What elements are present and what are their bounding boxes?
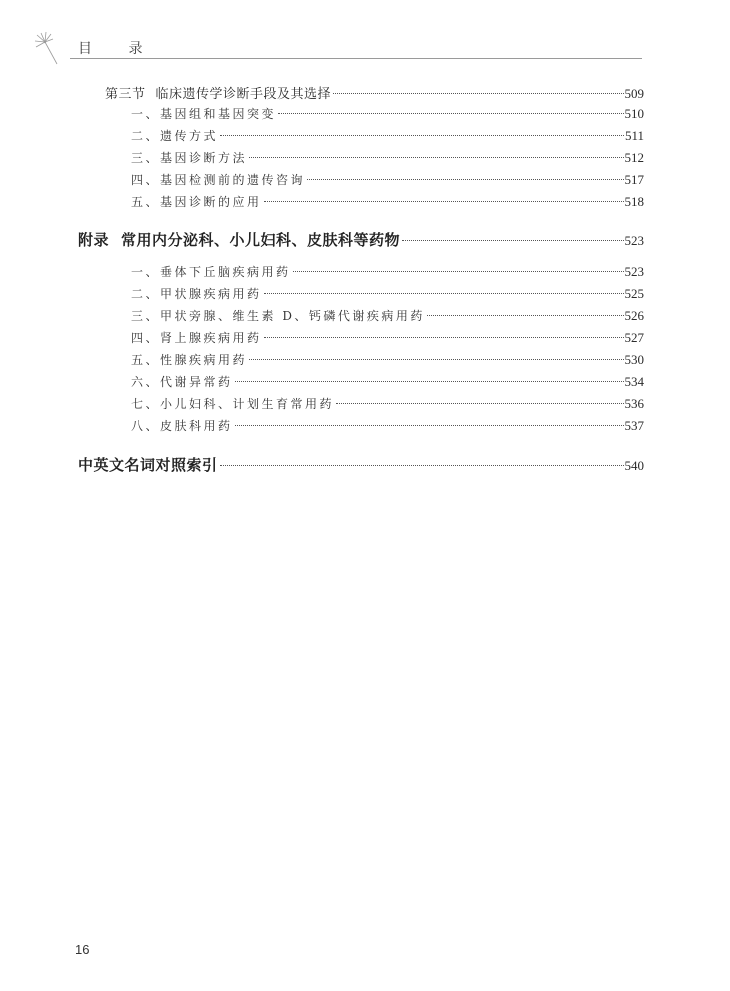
leader-dots xyxy=(220,465,624,466)
page-ref: 540 xyxy=(624,458,644,473)
leader-dots xyxy=(333,93,623,94)
page-number: 16 xyxy=(75,942,90,957)
toc-item[interactable] xyxy=(131,307,644,324)
leader-dots xyxy=(293,271,624,272)
appendix-label: 附录 xyxy=(78,231,110,249)
leader-dots xyxy=(264,293,624,294)
leader-dots xyxy=(235,425,624,426)
toc-item[interactable] xyxy=(131,351,644,368)
toc-item[interactable] xyxy=(131,395,644,412)
toc-item[interactable] xyxy=(131,193,644,210)
index-title: 中英文名词对照索引 xyxy=(78,456,218,474)
toc-item[interactable] xyxy=(131,285,644,302)
page-ref: 536 xyxy=(624,396,644,411)
page-ref: 517 xyxy=(624,172,644,187)
section-label: 第三节 xyxy=(105,87,146,102)
page-ref: 523 xyxy=(624,264,644,279)
toc-index-entry[interactable] xyxy=(78,454,644,475)
toc-item[interactable] xyxy=(131,417,644,434)
leader-dots xyxy=(278,113,623,114)
page-ref: 534 xyxy=(624,374,644,389)
header-title: 目 录 xyxy=(78,41,159,57)
leader-dots xyxy=(235,381,624,382)
page-ref: 523 xyxy=(624,233,644,248)
toc-item[interactable] xyxy=(131,329,644,346)
header-rule xyxy=(70,58,642,59)
toc-item[interactable] xyxy=(131,373,644,390)
toc-item-text: 一、垂体下丘脑疾病用药 xyxy=(131,265,291,279)
leader-dots xyxy=(264,201,624,202)
leader-dots xyxy=(249,157,623,158)
toc-item[interactable] xyxy=(131,171,644,188)
toc-item[interactable] xyxy=(131,263,644,280)
toc-item-text: 四、基因检测前的遗传咨询 xyxy=(131,173,306,187)
toc-item[interactable] xyxy=(131,127,644,144)
toc-item-text: 七、小儿妇科、计划生育常用药 xyxy=(131,397,335,411)
toc-item-text: 五、基因诊断的应用 xyxy=(131,195,262,209)
leader-dots xyxy=(427,315,624,316)
toc-item-text: 二、甲状腺疾病用药 xyxy=(131,287,262,301)
toc-item-text: 三、基因诊断方法 xyxy=(131,151,248,165)
page-ref: 518 xyxy=(624,194,644,209)
toc-item-text: 二、遗传方式 xyxy=(131,129,219,143)
page-ref: 526 xyxy=(624,308,644,323)
toc-item-text: 五、性腺疾病用药 xyxy=(131,353,248,367)
toc-item-text: 一、基因组和基因突变 xyxy=(131,107,277,121)
page-ref: 510 xyxy=(624,106,644,121)
toc-section-entry[interactable] xyxy=(105,83,644,102)
page-ref: 527 xyxy=(624,330,644,345)
toc-item[interactable] xyxy=(131,149,644,166)
page-ref: 525 xyxy=(624,286,644,301)
leader-dots xyxy=(249,359,623,360)
toc-item-text: 四、肾上腺疾病用药 xyxy=(131,331,262,345)
section-title: 临床遗传学诊断手段及其选择 xyxy=(155,87,332,102)
page-ref: 511 xyxy=(624,128,644,143)
appendix-title: 常用内分泌科、小儿妇科、皮肤科等药物 xyxy=(121,231,401,249)
toc-item-text: 三、甲状旁腺、维生素 D、钙磷代谢疾病用药 xyxy=(131,309,425,323)
toc-appendix-entry[interactable] xyxy=(78,229,644,250)
page-ref: 537 xyxy=(624,418,644,433)
leader-dots xyxy=(336,403,623,404)
page-ref: 512 xyxy=(624,150,644,165)
toc-item-text: 八、皮肤科用药 xyxy=(131,419,233,433)
leader-dots xyxy=(307,179,623,180)
page-ref: 509 xyxy=(624,86,644,101)
toc-item-text: 六、代谢异常药 xyxy=(131,375,233,389)
dandelion-icon xyxy=(33,32,63,66)
page-ref: 530 xyxy=(624,352,644,367)
toc-item[interactable] xyxy=(131,105,644,122)
leader-dots xyxy=(264,337,624,338)
leader-dots xyxy=(402,240,623,241)
page-header xyxy=(0,0,730,62)
leader-dots xyxy=(220,135,624,136)
